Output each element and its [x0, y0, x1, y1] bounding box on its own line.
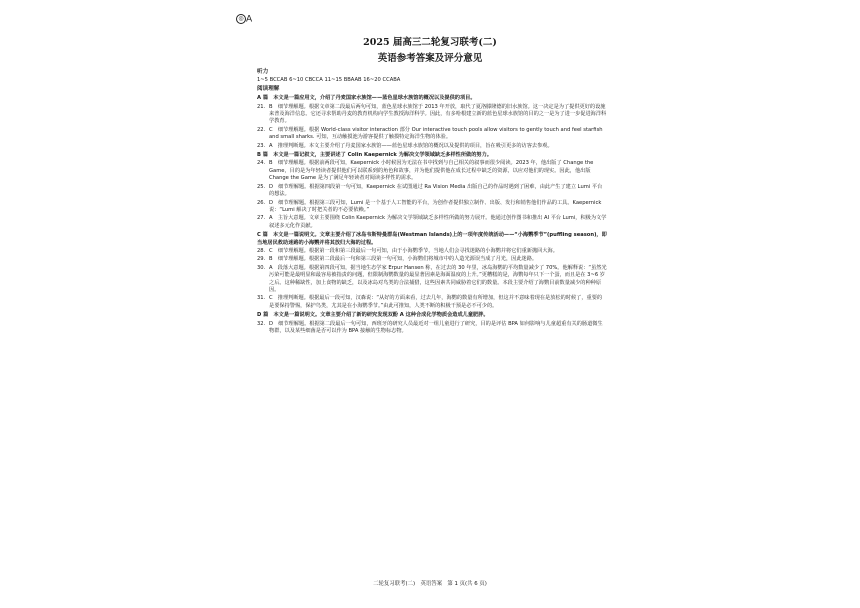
answer-item	[257, 215, 607, 230]
answer-item	[257, 248, 607, 255]
explanation-text: D 细节理解题。根据第二段最后一句可知，西班牙的研究人员最近对一组儿童进行了研究，目的是评估 BPA 如何影响与儿童超重有关的肠道微生物群，以及某些细菌是否可以作为 BPA 接触的生物标志物。	[269, 320, 603, 334]
explanation-text: D 细节理解题。根据第四段第一句可知，Kaepernick 在试图通过 Ra Vision Media 出版自己的作品时遇到了困难，由此产生了建立 Lumi 平台的想法。	[269, 183, 603, 198]
explanation-text: B 细节理解题。根据第二段最后一句和第三段第一句可知，小海鹦们将城市中的人造光源误当成了月光，因此迷路。	[269, 256, 538, 263]
question-number: 26.	[257, 199, 266, 206]
question-number: 22.	[257, 126, 266, 133]
answer-content	[257, 68, 607, 335]
page-title: 2025 届高三二轮复习联考(二)	[363, 37, 497, 48]
answer-item	[257, 256, 607, 263]
question-number: 28.	[257, 247, 266, 254]
corner-letter: A	[246, 14, 253, 25]
explanation-text: C 细节理解题。根据第一段和第三段最后一句可知，由于小海鹦季节，当地人们会寻找迷路的小海鹦并将它们重新抛回大海。	[269, 247, 558, 254]
listening-answers: 1~5 BCCAB 6~10 CBCCA 11~15 BBAAB 16~20 CCABA	[257, 77, 401, 84]
explanation-text: A 段落大意题。根据第四段可知，据当地生态学家 Erpur Hansen 称，在过去的 30 年里，冰岛海鹦的平均数量减少了 70%。他解释说：“虽然光污染可能是最明显和最容易被指责的问题，但限制海鹦数量的最显著因素是海面温度的上升。”更糟糕的是，海鹦每年只下一个蛋，而且是在 3~6 岁之后。这种稀缺性，加上食物的缺乏，以及冰岛对鸟类的合法捕猎，这些因素共同威胁着它们的数量。本段主要介绍了海鹦目前数量减少的种种原因。	[269, 264, 607, 293]
corner-mark	[236, 14, 252, 25]
passage-header: D 篇 本文是一篇说明文。文章主要介绍了新的研究发现双酚 A 这种合成化学物质会造成儿童肥胖。	[257, 312, 489, 319]
passage-header: C 篇 本文是一篇说明文。文章主要介绍了冰岛韦斯特曼群岛(Westman Islands)上的一项年度传统活动——“小海鹦季节”(puffling season)，即当地居民救助迷路的小海鹦并将其放归大海的过程。	[257, 232, 607, 246]
question-number: 25.	[257, 183, 266, 190]
explanation-text: C 推理判断题。根据最后一段可知，汉森说：“从好的方面来看，过去几年，海鹦的数量有所增加，但这并不意味着现在是放松的时候了，重要的是要保持警惕，保护鸟类，尤其是在小海鹦季节。”由此可推知，人类不断的积极干预是必不可少的。	[269, 295, 603, 309]
reading-heading: 阅读理解	[257, 85, 280, 92]
answer-item	[257, 321, 607, 336]
answer-item	[257, 143, 607, 150]
question-number: 21.	[257, 103, 266, 110]
answer-item	[257, 160, 607, 182]
explanation-text: C 细节理解题。根据 World-class visitor interaction 部分 Our interactive touch pools allow visitors to gently touch and feel starfish and small sharks. 可知，互动触摸池为游客提供了触摸特定海洋生物的体验。	[269, 126, 603, 141]
answer-item	[257, 127, 607, 142]
explanation-text: B 细节理解题。根据前两段可知，Kaepernick 小时候因为无法在书中找到与自己相关的叙事而很少阅读。2023 年，他出版了 Change the Game，目的是为年轻读者提供他们可以联系到的角色和故事，并为他们提供他在成长过程中缺乏的资源，以应对他们的现实。因此，他出版 Change the Game 是为了满足年轻读者对阅读多样性的需求。	[269, 160, 594, 182]
question-number: 24.	[257, 160, 266, 167]
question-number: 30.	[257, 264, 266, 271]
page-subtitle: 英语参考答案及评分意见	[377, 53, 483, 64]
question-number: 27.	[257, 215, 266, 222]
reading-passages	[257, 95, 607, 335]
answer-item	[257, 184, 607, 199]
listening-heading: 听力	[257, 69, 269, 75]
explanation-text: A 推理判断题。本文主要介绍了丹麦国家水族馆——蓝色星球水族馆的概况以及提供的项目，旨在吸引更多的访客去参观。	[269, 142, 553, 149]
question-number: 32.	[257, 320, 266, 327]
circle-icon: ◎	[236, 14, 246, 24]
question-number: 23.	[257, 142, 266, 149]
explanation-text: D 细节理解题。根据第三段可知，Lumi 是一个基于人工智能的平台，为创作者提供独立制作、出版、发行和销售他们作品的工具。Kaepernick 说：“Lumi 解决了时把关者的不必要依赖。”	[269, 199, 602, 213]
explanation-text: B 细节理解题。根据文章第二段最后两句可知，蓝色星球水族馆于 2013 年开放，取代了夏洛滕隆德的旧水族馆。这一决定是为了提供更好的设施来普及海洋信息。它还寻求帮助丹麦的教育机构向学生教授海洋科学。因此，有多哈根建立新的蓝色星球水族馆的目的之一是为了进一步促进海洋科学教育。	[269, 103, 607, 125]
passage-header: A 篇 本文是一篇应用文，介绍了丹麦国家水族馆——蓝色星球水族馆的概况以及提供的项目。	[257, 95, 476, 102]
answer-item	[257, 200, 607, 215]
answer-item	[257, 295, 607, 310]
explanation-text: A 主旨大意题。文章主要围绕 Colin Kaepernick 为解决文学领域缺乏多样性所做的努力展开。他通过创作图书和推出 AI 平台 Lumi，积极为文学叙述多元化作贡献。	[269, 215, 607, 229]
answer-item	[257, 265, 607, 295]
question-number: 31.	[257, 295, 266, 302]
answer-item	[257, 104, 607, 126]
passage-header: B 篇 本文是一篇记叙文，主要讲述了 Colin Kaepernick 为解决文学领域缺乏多样性所做的努力。	[257, 152, 492, 159]
page-footer: 二轮复习联考(二) 英语答案 第 1 页(共 6 页)	[373, 581, 487, 587]
question-number: 29.	[257, 256, 266, 263]
